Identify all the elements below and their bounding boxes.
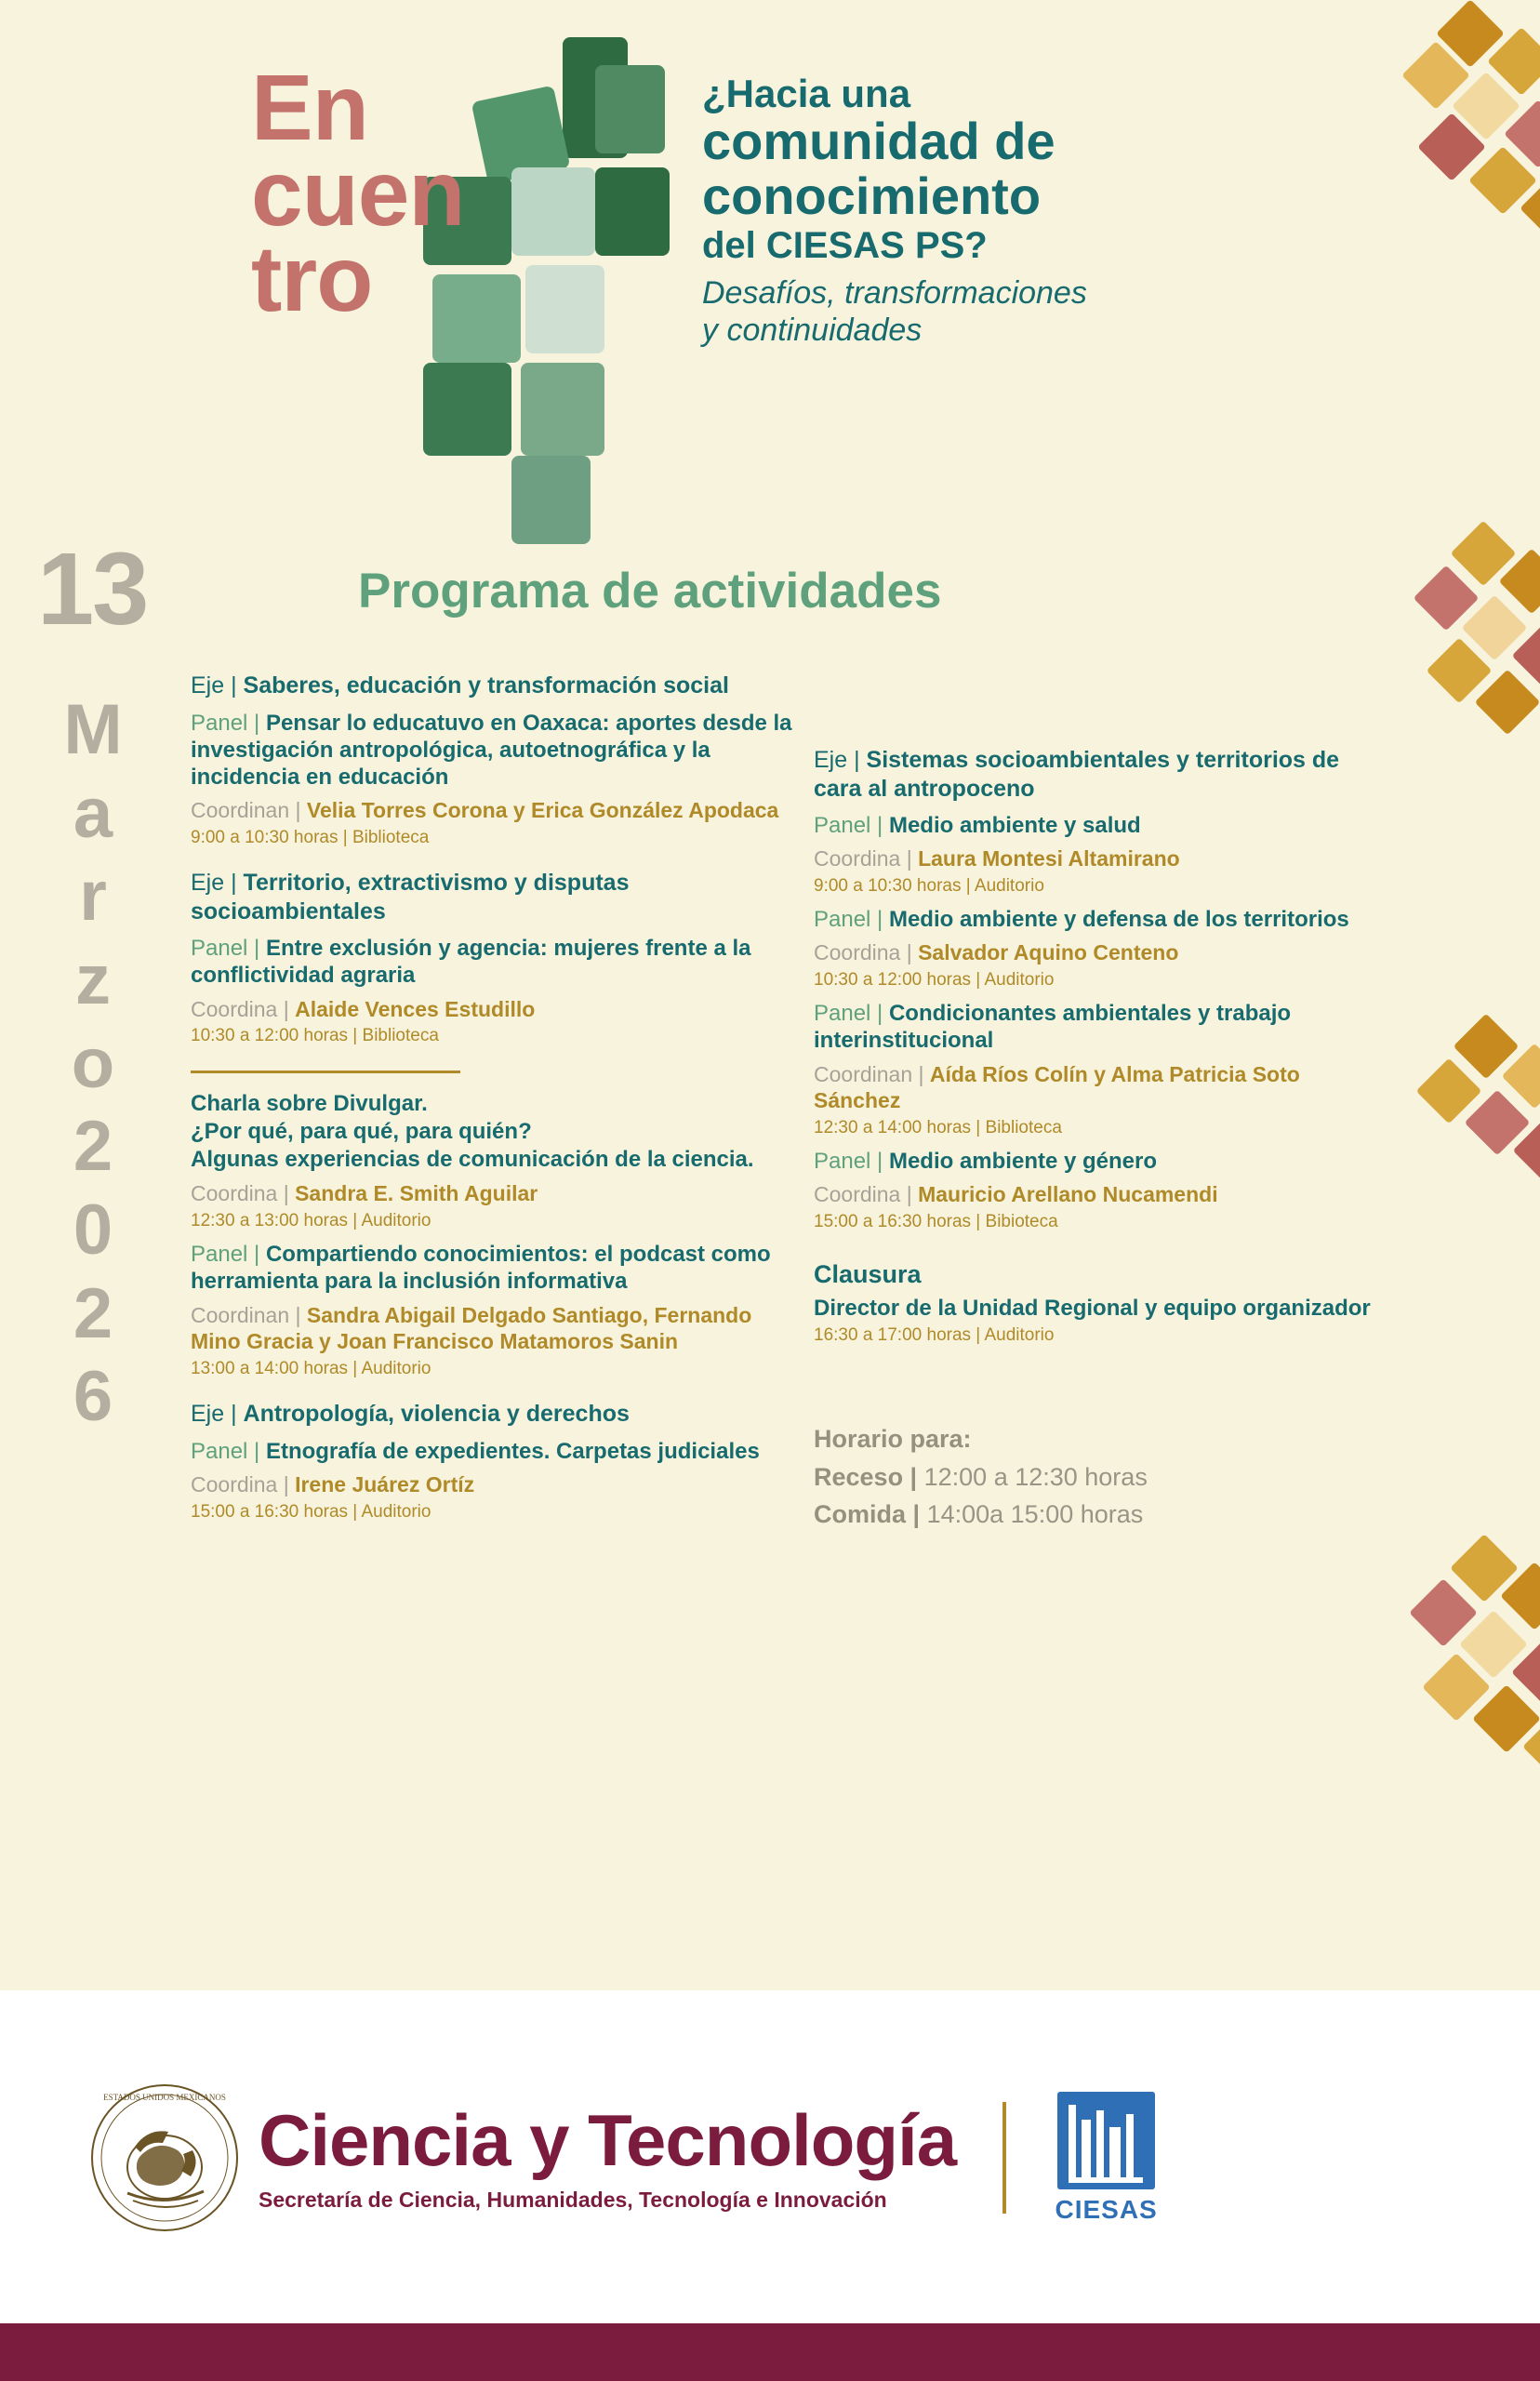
program-panel xyxy=(814,1000,1390,1055)
poster-subtitle xyxy=(702,275,1372,348)
title-line-2: comunidad de xyxy=(702,111,1055,170)
session-time: 13:00 a 14:00 horas | Auditorio xyxy=(191,1359,431,1379)
program-coordinator xyxy=(814,845,1390,872)
talk-title xyxy=(191,1090,795,1174)
program-column-left xyxy=(191,651,795,1524)
schedule-break-value: 12:00 a 12:30 horas xyxy=(923,1462,1148,1491)
date-char-0: M xyxy=(63,690,123,769)
program-columns xyxy=(0,651,1540,1935)
program-panel xyxy=(191,1241,795,1296)
item-label: Panel | xyxy=(814,1149,889,1175)
session-time: 15:00 a 16:30 horas | Bibioteca xyxy=(814,1212,1058,1232)
item-text: Condicionantes ambientales y trabajo interinstitucional xyxy=(814,1001,1292,1054)
program-coordinator xyxy=(814,1181,1390,1208)
date-char-7: 2 xyxy=(73,1273,113,1353)
program-axis xyxy=(191,869,795,925)
date-char-5: 2 xyxy=(73,1107,113,1187)
section-divider xyxy=(191,1071,460,1073)
session-time: 12:30 a 14:00 horas | Biblioteca xyxy=(814,1118,1062,1138)
poster-header xyxy=(0,0,1540,577)
item-text: Salvador Aquino Centeno xyxy=(918,940,1179,965)
subtitle-line-2: y continuidades xyxy=(702,312,923,348)
item-label: Coordina | xyxy=(814,846,919,871)
date-char-2: r xyxy=(79,857,107,937)
schedule-break-row xyxy=(814,1496,1390,1534)
mosaic-decoration-top-right xyxy=(1395,9,1540,223)
item-label: Panel | xyxy=(191,1242,266,1268)
program-coordinator xyxy=(191,1471,795,1498)
schedule-breaks xyxy=(814,1420,1390,1534)
program-panel xyxy=(191,1438,795,1465)
program-coordinator xyxy=(191,996,795,1023)
clausura-title: Clausura xyxy=(814,1260,922,1289)
item-label: Panel | xyxy=(191,710,266,736)
session-time: 15:00 a 16:30 horas | Auditorio xyxy=(191,1501,431,1522)
title-line-4: del CIESAS PS? xyxy=(702,225,988,267)
encuentro-line-3: tro xyxy=(251,227,373,331)
item-text: Laura Montesi Altamirano xyxy=(918,846,1180,871)
program-coordinator xyxy=(191,1180,795,1207)
clausura-body: Director de la Unidad Regional y equipo organizador xyxy=(814,1296,1371,1322)
footer-color-bar xyxy=(0,2323,1540,2381)
session-time: 10:30 a 12:00 horas | Auditorio xyxy=(814,970,1055,991)
program-panel xyxy=(814,906,1390,933)
item-label: Panel | xyxy=(814,813,889,838)
date-char-1: a xyxy=(73,773,113,853)
cyt-title: Ciencia y Tecnología xyxy=(259,2098,957,2181)
item-text: Medio ambiente y salud xyxy=(888,813,1141,838)
item-label: Eje | xyxy=(814,747,867,773)
schedule-break-label: Comida | xyxy=(814,1500,927,1529)
subtitle-line-1: Desafíos, transformaciones xyxy=(702,275,1087,312)
item-text: Etnografía de expedientes. Carpetas judiciales xyxy=(265,1438,760,1464)
program-coordinator xyxy=(191,1302,795,1356)
encuentro-line-1: En xyxy=(251,56,368,160)
session-time: 10:30 a 12:00 horas | Biblioteca xyxy=(191,1026,439,1046)
program-axis xyxy=(191,672,795,700)
item-label: Panel | xyxy=(191,936,266,962)
talk-title-line: ¿Por qué, para qué, para quién? xyxy=(191,1119,532,1145)
program-column-right xyxy=(814,725,1390,1534)
item-text: Entre exclusión y agencia: mujeres frente a la conflictividad agraria xyxy=(191,936,751,989)
item-label: Panel | xyxy=(814,907,889,933)
talk-title-line: Charla sobre Divulgar. xyxy=(191,1091,428,1117)
schedule-break-value: 14:00a 15:00 horas xyxy=(926,1500,1144,1529)
session-time: 12:30 a 13:00 horas | Auditorio xyxy=(191,1211,431,1231)
program-panel xyxy=(191,710,795,791)
item-label: Eje | xyxy=(191,1401,244,1428)
session-time: 9:00 a 10:30 horas | Biblioteca xyxy=(191,828,430,848)
schedule-break-row xyxy=(814,1458,1390,1496)
item-label: Coordinan | xyxy=(814,1061,930,1086)
item-label: Panel | xyxy=(814,1001,889,1027)
date-char-4: o xyxy=(71,1023,115,1103)
title-line-1: ¿Hacia una xyxy=(702,72,911,115)
poster-footer xyxy=(0,1990,1540,2381)
item-text: Saberes, educación y transformación social xyxy=(243,672,729,698)
mexico-coat-of-arms-icon xyxy=(88,2082,242,2235)
schedule-breaks-title: Horario para: xyxy=(814,1425,972,1454)
session-time: 9:00 a 10:30 horas | Auditorio xyxy=(814,876,1044,897)
clausura-time: 16:30 a 17:00 horas | Auditorio xyxy=(814,1325,1055,1346)
cyt-logotype xyxy=(259,2098,957,2213)
program-title: Programa de actividades xyxy=(358,564,942,619)
cyt-subtitle: Secretaría de Ciencia, Humanidades, Tecnología e Innovación xyxy=(259,2187,887,2212)
program-panel xyxy=(191,935,795,990)
program-coordinator xyxy=(814,939,1390,966)
program-coordinator xyxy=(191,797,795,824)
encuentro-line-2: cuen xyxy=(251,141,465,246)
date-char-8: 6 xyxy=(73,1357,113,1437)
item-text: Sistemas socioambientales y territorios de cara al antropoceno xyxy=(814,747,1340,802)
item-text: Medio ambiente y género xyxy=(888,1149,1158,1175)
item-text: Velia Torres Corona y Erica González Apodaca xyxy=(306,798,779,823)
date-char-3: z xyxy=(75,940,111,1020)
program-panel xyxy=(814,812,1390,839)
item-text: Aída Ríos Colín y Alma Patricia Soto Sánchez xyxy=(814,1061,1300,1113)
item-label: Coordina | xyxy=(191,1181,296,1206)
item-text: Sandra E. Smith Aguilar xyxy=(295,1181,538,1206)
ciesas-logo xyxy=(1043,2092,1169,2225)
svg-text:ESTADOS UNIDOS MEXICANOS: ESTADOS UNIDOS MEXICANOS xyxy=(103,2092,226,2102)
program-axis xyxy=(191,1400,795,1429)
item-text: Antropología, violencia y derechos xyxy=(243,1401,630,1428)
date-char-6: 0 xyxy=(73,1190,113,1270)
item-text: Medio ambiente y defensa de los territorios xyxy=(888,907,1349,933)
item-label: Coordina | xyxy=(814,940,919,965)
schedule-break-label: Receso | xyxy=(814,1462,924,1491)
item-label: Coordina | xyxy=(191,1471,296,1496)
program-panel xyxy=(814,1148,1390,1175)
poster-title-block xyxy=(702,74,1372,349)
item-text: Pensar lo educatuvo en Oaxaca: aportes desde la investigación antropológica, autoetnográfica y la incidencia en educación xyxy=(191,710,792,791)
item-label: Coordinan | xyxy=(191,1302,307,1327)
item-label: Eje | xyxy=(191,870,244,897)
item-text: Irene Juárez Ortíz xyxy=(295,1471,475,1496)
footer-divider xyxy=(1002,2102,1006,2214)
event-day-number: 13 xyxy=(37,532,148,646)
ciesas-mark-icon xyxy=(1057,2092,1155,2189)
item-text: Compartiendo conocimientos: el podcast como herramienta para la inclusión informativa xyxy=(191,1242,771,1295)
item-text: Alaide Vences Estudillo xyxy=(295,996,536,1021)
item-label: Panel | xyxy=(191,1438,266,1464)
title-line-3: conocimiento xyxy=(702,166,1042,225)
item-text: Sandra Abigail Delgado Santiago, Fernando Mino Gracia y Joan Francisco Matamoros Sanin xyxy=(191,1302,752,1354)
program-coordinator xyxy=(814,1061,1390,1115)
item-label: Eje | xyxy=(191,672,244,698)
item-label: Coordina | xyxy=(814,1182,919,1207)
item-label: Coordinan | xyxy=(191,798,307,823)
item-label: Coordina | xyxy=(191,996,296,1021)
talk-title-line: Algunas experiencias de comunicación de la ciencia. xyxy=(191,1147,754,1173)
encuentro-wordmark xyxy=(251,56,465,331)
program-axis xyxy=(814,746,1390,803)
item-text: Territorio, extractivismo y disputas socioambientales xyxy=(191,870,630,924)
item-text: Mauricio Arellano Nucamendi xyxy=(918,1182,1218,1207)
ciesas-name: CIESAS xyxy=(1055,2194,1158,2224)
